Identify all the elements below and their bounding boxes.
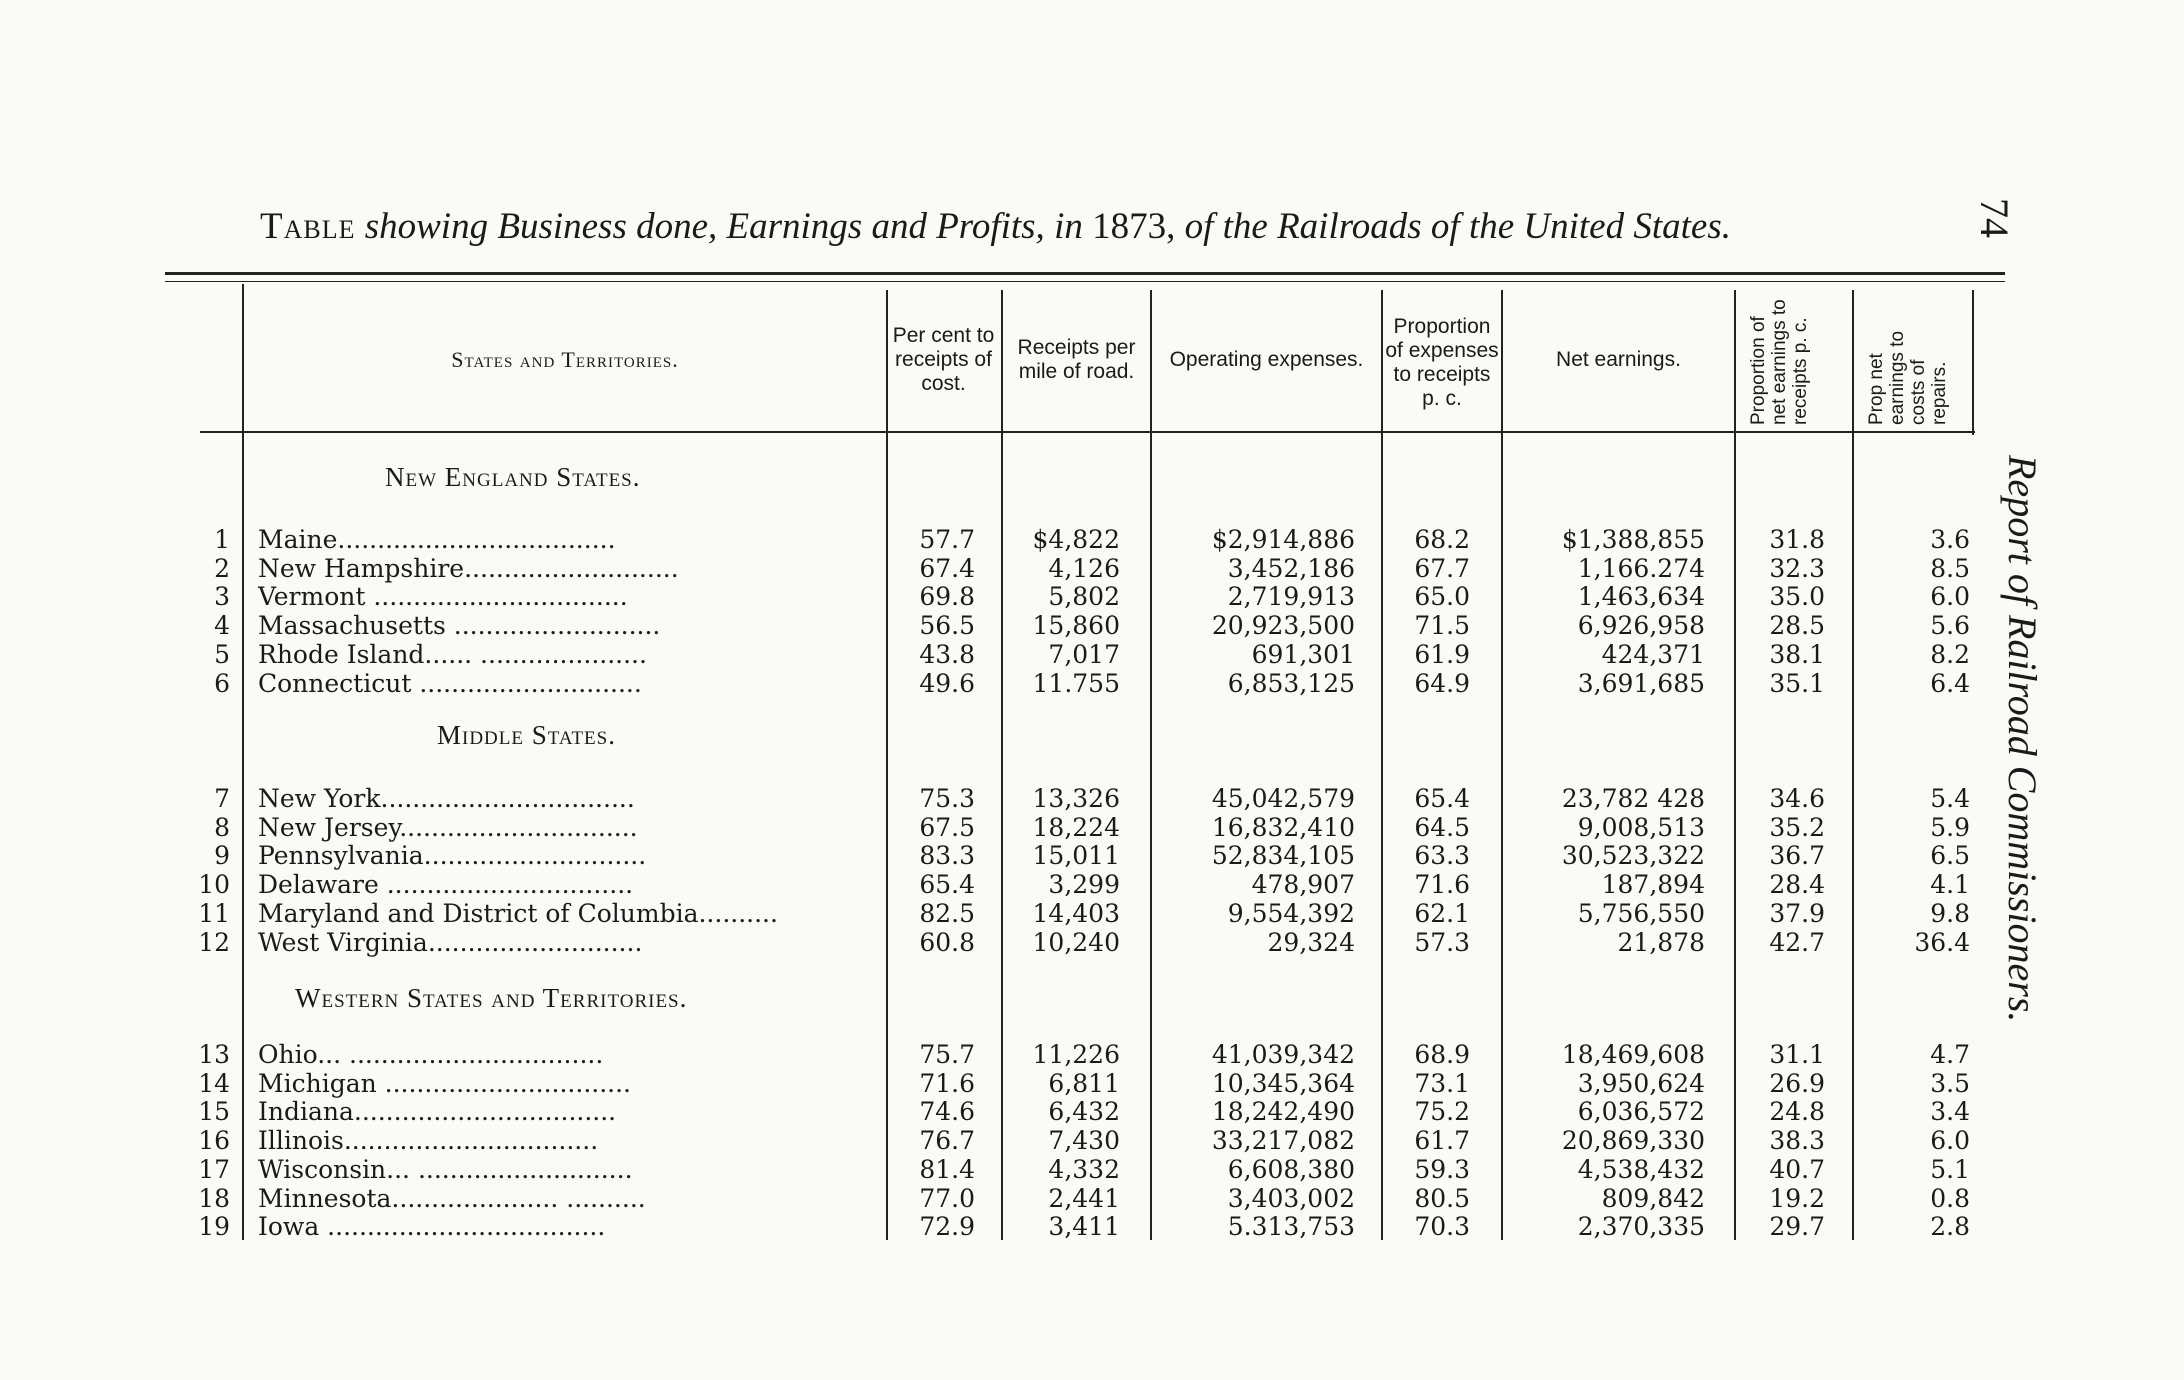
- prop-net-costs-cell: 5.6: [1930, 611, 1970, 641]
- receipts-per-mile-cell: 7,430: [1048, 1126, 1120, 1156]
- net-earnings-cell: 20,869,330: [1561, 1126, 1705, 1156]
- per-cent-cell: 71.6: [919, 1068, 975, 1098]
- receipts-per-mile-cell: 7,017: [1048, 639, 1120, 669]
- net-earnings-cell: 18,469,608: [1561, 1040, 1705, 1069]
- prop-net-costs-cell: 9.8: [1930, 898, 1970, 928]
- proportion-expenses-cell: 62.1: [1414, 898, 1470, 928]
- section-title: Middle States.: [437, 720, 616, 750]
- section-title: New England States.: [385, 462, 641, 492]
- state-name: Vermont ................................: [258, 582, 628, 612]
- proportion-net-cell: 34.6: [1769, 784, 1825, 813]
- prop-net-costs-cell: 36.4: [1914, 927, 1970, 957]
- per-cent-cell: 43.8: [919, 639, 975, 669]
- row-number: 3: [214, 582, 230, 612]
- state-name: Wisconsin... ...........................: [258, 1154, 633, 1184]
- state-name: Pennsylvania............................: [258, 841, 647, 871]
- prop-net-costs-cell: 4.7: [1930, 1040, 1970, 1069]
- proportion-expenses-cell: 67.7: [1414, 553, 1470, 583]
- proportion-net-cell: 35.2: [1769, 812, 1825, 842]
- net-earnings-cell: 5,756,550: [1577, 898, 1705, 928]
- proportion-net-cell: 36.7: [1769, 841, 1825, 871]
- table-row: [0, 1097, 2184, 1126]
- state-name: Delaware ...............................: [258, 870, 634, 900]
- proportion-expenses-cell: 70.3: [1414, 1212, 1470, 1242]
- net-earnings-cell: 6,036,572: [1577, 1097, 1705, 1127]
- operating-expenses-cell: 9,554,392: [1227, 898, 1355, 928]
- header-proportion-expenses: Proportion of expenses to receipts p. c.: [1385, 314, 1499, 410]
- table-row: [0, 1184, 2184, 1213]
- operating-expenses-cell: 3,403,002: [1227, 1183, 1355, 1213]
- header-proportion-net: Proportion of net earnings to receipts p. c.: [1748, 299, 1811, 425]
- proportion-net-cell: 19.2: [1769, 1183, 1825, 1213]
- table-row: [0, 841, 2184, 870]
- table-row: [0, 669, 2184, 698]
- operating-expenses-cell: 20,923,500: [1211, 611, 1355, 641]
- row-number: 7: [214, 784, 230, 813]
- per-cent-cell: 57.7: [919, 525, 975, 554]
- row-number: 19: [198, 1212, 230, 1242]
- receipts-per-mile-cell: 13,326: [1032, 784, 1120, 813]
- top-rule-thin: [165, 281, 2005, 282]
- prop-net-costs-cell: 5.9: [1930, 812, 1970, 842]
- row-number: 10: [198, 870, 230, 900]
- receipts-per-mile-cell: $4,822: [1032, 525, 1120, 554]
- table-row: [0, 1212, 2184, 1241]
- receipts-per-mile-cell: 2,441: [1048, 1183, 1120, 1213]
- prop-net-costs-cell: 2.8: [1930, 1212, 1970, 1242]
- prop-net-costs-cell: 3.5: [1930, 1068, 1970, 1098]
- per-cent-cell: 76.7: [919, 1126, 975, 1156]
- prop-net-costs-cell: 4.1: [1930, 870, 1970, 900]
- table-title: [260, 205, 1900, 248]
- receipts-per-mile-cell: 14,403: [1032, 898, 1120, 928]
- table-row: [0, 525, 2184, 554]
- table-row: [0, 1155, 2184, 1184]
- row-number: 11: [198, 898, 230, 928]
- proportion-net-cell: 38.1: [1769, 639, 1825, 669]
- prop-net-costs-cell: 0.8: [1930, 1183, 1970, 1213]
- per-cent-cell: 49.6: [919, 668, 975, 698]
- row-number: 4: [214, 611, 230, 641]
- operating-expenses-cell: 52,834,105: [1211, 841, 1355, 871]
- per-cent-cell: 75.3: [919, 784, 975, 813]
- per-cent-cell: 74.6: [919, 1097, 975, 1127]
- receipts-per-mile-cell: 15,860: [1032, 611, 1120, 641]
- proportion-expenses-cell: 68.9: [1414, 1040, 1470, 1069]
- header-per-cent: Per cent to receipts of cost.: [892, 324, 995, 395]
- receipts-per-mile-cell: 10,240: [1032, 927, 1120, 957]
- net-earnings-cell: 2,370,335: [1577, 1212, 1705, 1242]
- proportion-expenses-cell: 68.2: [1414, 525, 1470, 554]
- net-earnings-cell: 9,008,513: [1577, 812, 1705, 842]
- proportion-net-cell: 37.9: [1769, 898, 1825, 928]
- row-number: 18: [198, 1183, 230, 1213]
- receipts-per-mile-cell: 3,411: [1048, 1212, 1120, 1242]
- proportion-net-cell: 42.7: [1769, 927, 1825, 957]
- prop-net-costs-cell: 8.2: [1930, 639, 1970, 669]
- operating-expenses-cell: 45,042,579: [1211, 784, 1355, 813]
- receipts-per-mile-cell: 18,224: [1032, 812, 1120, 842]
- proportion-expenses-cell: 73.1: [1414, 1068, 1470, 1098]
- proportion-expenses-cell: 71.6: [1414, 870, 1470, 900]
- operating-expenses-cell: 6,608,380: [1227, 1154, 1355, 1184]
- row-number: 6: [214, 668, 230, 698]
- net-earnings-cell: 1,166.274: [1577, 553, 1705, 583]
- proportion-expenses-cell: 61.7: [1414, 1126, 1470, 1156]
- proportion-expenses-cell: 59.3: [1414, 1154, 1470, 1184]
- prop-net-costs-cell: 6.0: [1930, 582, 1970, 612]
- proportion-net-cell: 28.5: [1769, 611, 1825, 641]
- operating-expenses-cell: 29,324: [1267, 927, 1355, 957]
- receipts-per-mile-cell: 4,126: [1048, 553, 1120, 583]
- net-earnings-cell: 6,926,958: [1577, 611, 1705, 641]
- row-number: 14: [198, 1068, 230, 1098]
- table-row: [0, 1069, 2184, 1098]
- state-name: West Virginia...........................: [258, 927, 643, 957]
- proportion-net-cell: 32.3: [1769, 553, 1825, 583]
- header-net-earnings: Net earnings.: [1556, 348, 1681, 371]
- proportion-expenses-cell: 80.5: [1414, 1183, 1470, 1213]
- per-cent-cell: 83.3: [919, 841, 975, 871]
- per-cent-cell: 67.4: [919, 553, 975, 583]
- row-number: 17: [198, 1154, 230, 1184]
- table-row: [0, 640, 2184, 669]
- proportion-net-cell: 29.7: [1769, 1212, 1825, 1242]
- row-number: 2: [214, 553, 230, 583]
- title-part2: in: [1054, 206, 1083, 247]
- row-number: 5: [214, 639, 230, 669]
- operating-expenses-cell: 478,907: [1251, 870, 1355, 900]
- per-cent-cell: 82.5: [919, 898, 975, 928]
- header-bottom-rule: [200, 431, 1975, 433]
- proportion-net-cell: 28.4: [1769, 870, 1825, 900]
- prop-net-costs-cell: 6.5: [1930, 841, 1970, 871]
- net-earnings-cell: 3,691,685: [1577, 668, 1705, 698]
- net-earnings-cell: 424,371: [1601, 639, 1705, 669]
- net-earnings-cell: 21,878: [1617, 927, 1705, 957]
- proportion-expenses-cell: 65.0: [1414, 582, 1470, 612]
- per-cent-cell: 67.5: [919, 812, 975, 842]
- operating-expenses-cell: 16,832,410: [1211, 812, 1355, 842]
- row-number: 12: [198, 927, 230, 957]
- row-number: 9: [214, 841, 230, 871]
- receipts-per-mile-cell: 5,802: [1048, 582, 1120, 612]
- table-row: [0, 611, 2184, 640]
- state-name: Minnesota..................... ..........: [258, 1183, 646, 1213]
- proportion-expenses-cell: 61.9: [1414, 639, 1470, 669]
- per-cent-cell: 65.4: [919, 870, 975, 900]
- table-row: [0, 784, 2184, 813]
- receipts-per-mile-cell: 6,432: [1048, 1097, 1120, 1127]
- proportion-expenses-cell: 63.3: [1414, 841, 1470, 871]
- net-earnings-cell: 3,950,624: [1577, 1068, 1705, 1098]
- state-name: Illinois................................: [258, 1126, 599, 1156]
- table-row: [0, 899, 2184, 928]
- proportion-net-cell: 40.7: [1769, 1154, 1825, 1184]
- receipts-per-mile-cell: 11,226: [1032, 1040, 1120, 1069]
- receipts-per-mile-cell: 11.755: [1032, 668, 1120, 698]
- row-number: 13: [198, 1040, 230, 1069]
- row-number: 1: [214, 525, 230, 554]
- net-earnings-cell: 4,538,432: [1577, 1154, 1705, 1184]
- operating-expenses-cell: 33,217,082: [1211, 1126, 1355, 1156]
- state-name: Connecticut ............................: [258, 668, 642, 698]
- col-divider: [1972, 290, 1974, 435]
- operating-expenses-cell: 3,452,186: [1227, 553, 1355, 583]
- state-name: Maine...................................: [258, 525, 616, 554]
- prop-net-costs-cell: 6.0: [1930, 1126, 1970, 1156]
- table-row: [0, 928, 2184, 957]
- prop-net-costs-cell: 3.4: [1930, 1097, 1970, 1127]
- proportion-net-cell: 26.9: [1769, 1068, 1825, 1098]
- prop-net-costs-cell: 5.4: [1930, 784, 1970, 813]
- table-row: [0, 1040, 2184, 1069]
- table-row: [0, 1126, 2184, 1155]
- proportion-net-cell: 24.8: [1769, 1097, 1825, 1127]
- proportion-net-cell: 38.3: [1769, 1126, 1825, 1156]
- per-cent-cell: 75.7: [919, 1040, 975, 1069]
- header-operating-expenses: Operating expenses.: [1169, 348, 1364, 371]
- prop-net-costs-cell: 5.1: [1930, 1154, 1970, 1184]
- net-earnings-cell: 30,523,322: [1561, 841, 1705, 871]
- operating-expenses-cell: 41,039,342: [1211, 1040, 1355, 1069]
- state-name: Ohio... ................................: [258, 1040, 604, 1069]
- per-cent-cell: 81.4: [919, 1154, 975, 1184]
- operating-expenses-cell: 18,242,490: [1211, 1097, 1355, 1127]
- operating-expenses-cell: $2,914,886: [1211, 525, 1355, 554]
- proportion-net-cell: 31.8: [1769, 525, 1825, 554]
- net-earnings-cell: 1,463,634: [1577, 582, 1705, 612]
- proportion-expenses-cell: 71.5: [1414, 611, 1470, 641]
- operating-expenses-cell: 691,301: [1251, 639, 1355, 669]
- row-number: 16: [198, 1126, 230, 1156]
- proportion-expenses-cell: 75.2: [1414, 1097, 1470, 1127]
- receipts-per-mile-cell: 4,332: [1048, 1154, 1120, 1184]
- page-number: 74: [1972, 198, 2017, 238]
- state-name: Iowa ...................................: [258, 1212, 606, 1242]
- net-earnings-cell: 809,842: [1601, 1183, 1705, 1213]
- proportion-net-cell: 35.1: [1769, 668, 1825, 698]
- per-cent-cell: 60.8: [919, 927, 975, 957]
- net-earnings-cell: $1,388,855: [1561, 525, 1705, 554]
- section-title: Western States and Territories.: [295, 983, 688, 1013]
- title-year: 1873,: [1092, 206, 1176, 247]
- proportion-net-cell: 31.1: [1769, 1040, 1825, 1069]
- per-cent-cell: 69.8: [919, 582, 975, 612]
- net-earnings-cell: 23,782 428: [1561, 784, 1705, 813]
- per-cent-cell: 56.5: [919, 611, 975, 641]
- header-receipts-per-mile: Receipts per mile of road.: [1017, 336, 1136, 383]
- row-number: 8: [214, 812, 230, 842]
- table-row: [0, 813, 2184, 842]
- operating-expenses-cell: 6,853,125: [1227, 668, 1355, 698]
- proportion-expenses-cell: 57.3: [1414, 927, 1470, 957]
- table-row: [0, 870, 2184, 899]
- running-side-title: Report of Railroad Commissioners.: [2000, 455, 2045, 1023]
- title-lead: Table: [260, 206, 356, 247]
- header-states: States and Territories.: [451, 347, 679, 372]
- title-part3: of the Railroads of the United States.: [1184, 206, 1731, 247]
- receipts-per-mile-cell: 6,811: [1048, 1068, 1120, 1098]
- prop-net-costs-cell: 6.4: [1930, 668, 1970, 698]
- operating-expenses-cell: 10,345,364: [1211, 1068, 1355, 1098]
- proportion-net-cell: 35.0: [1769, 582, 1825, 612]
- state-name: Massachusetts ..........................: [258, 611, 661, 641]
- proportion-expenses-cell: 64.5: [1414, 812, 1470, 842]
- operating-expenses-cell: 5.313,753: [1227, 1212, 1355, 1242]
- net-earnings-cell: 187,894: [1601, 870, 1705, 900]
- row-number: 15: [198, 1097, 230, 1127]
- state-name: New Hampshire...........................: [258, 553, 679, 583]
- prop-net-costs-cell: 8.5: [1930, 553, 1970, 583]
- header-prop-net-costs: Prop net earnings to costs of repairs.: [1866, 330, 1950, 425]
- state-name: Indiana.................................: [258, 1097, 617, 1127]
- state-name: Maryland and District of Columbia..........: [258, 898, 778, 928]
- state-name: New York................................: [258, 784, 635, 813]
- per-cent-cell: 77.0: [919, 1183, 975, 1213]
- state-name: New Jersey..............................: [258, 812, 638, 842]
- proportion-expenses-cell: 64.9: [1414, 668, 1470, 698]
- table-row: [0, 582, 2184, 611]
- receipts-per-mile-cell: 15,011: [1032, 841, 1120, 871]
- prop-net-costs-cell: 3.6: [1930, 525, 1970, 554]
- per-cent-cell: 72.9: [919, 1212, 975, 1242]
- operating-expenses-cell: 2,719,913: [1227, 582, 1355, 612]
- receipts-per-mile-cell: 3,299: [1048, 870, 1120, 900]
- table-row: [0, 554, 2184, 583]
- state-name: Michigan ...............................: [258, 1068, 631, 1098]
- proportion-expenses-cell: 65.4: [1414, 784, 1470, 813]
- title-part1: showing Business done, Earnings and Profits,: [364, 206, 1045, 247]
- state-name: Rhode Island...... .....................: [258, 639, 647, 669]
- top-rule-thick: [165, 272, 2005, 275]
